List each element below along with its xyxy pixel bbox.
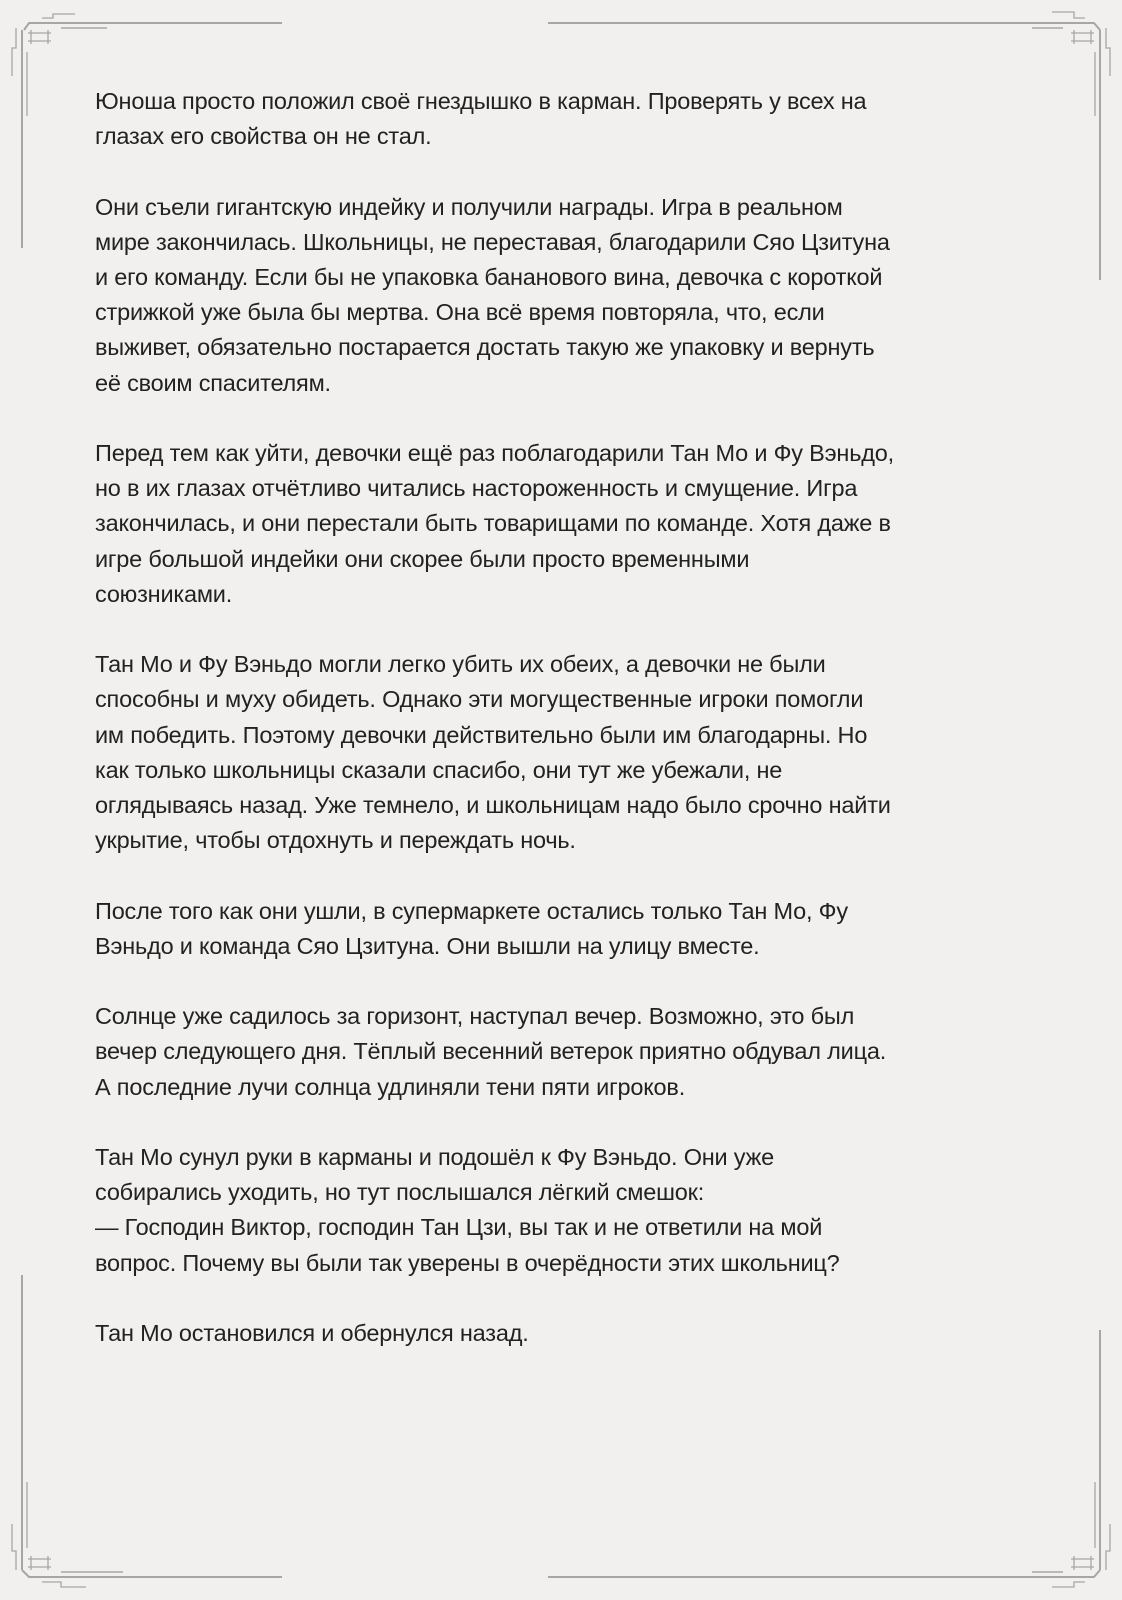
paragraph: Перед тем как уйти, девочки ещё раз поблагодарили Тан Мо и Фу Вэньдо, но в их глазах отчётливо читались настороженность и смущение. Игра закончилась, и они перестали быть товарищами по команде. Хотя даже в игре большой индейки они скорее были просто временными союзниками. — [95, 440, 894, 607]
paragraph: Тан Мо и Фу Вэньдо могли легко убить их обеих, а девочки не были способны и муху обидеть. Однако эти могущественные игроки помогли им победить. Поэтому девочки действительно были им благодарны. Но как только школьницы сказали спасибо, они тут же убежали, не оглядываясь назад. Уже темнело, и школьницам надо было срочно найти укрытие, чтобы отдохнуть и переждать ночь. — [95, 651, 891, 854]
corner-ornament-top-left — [28, 30, 51, 44]
paragraph: Солнце уже садилось за горизонт, наступал вечер. Возможно, это был вечер следующего дня. Тёплый весенний ветерок приятно обдувал лица. А последние лучи солнца удлиняли тени пяти игроков. — [95, 1003, 887, 1100]
paragraph: Тан Мо остановился и обернулся назад. — [95, 1320, 529, 1346]
corner-ornament-bottom-right — [1071, 1556, 1094, 1570]
paragraph: Они съели гигантскую индейку и получили награды. Игра в реальном мире закончилась. Школьницы, не переставая, благодарили Сяо Цзитуна и его команду. Если бы не упаковка бананового вина, девочка с короткой стрижкой уже была бы мертва. Она всё время повторяла, что, если выживет, обязательно постарается достать такую же упаковку и вернуть её своим спасителям. — [95, 193, 890, 396]
document-body — [95, 84, 1025, 1386]
top-border-left-segment — [24, 23, 282, 30]
paragraph: Юноша просто положил своё гнездышко в карман. Проверять у всех на глазах его свойства он не стал. — [95, 88, 867, 150]
bottom-border-right-segment — [548, 1570, 1100, 1577]
paragraph: Тан Мо сунул руки в карманы и подошёл к Фу Вэньдо. Они уже собирались уходить, но тут послышался лёгкий смешок: — Господин Виктор, господин Тан Цзи, вы так и не ответили на мой вопрос. Почему вы были так уверены в очерёдности этих школьниц? — [95, 1144, 840, 1276]
top-border-right-segment — [548, 23, 1100, 30]
corner-ornament-bottom-left — [28, 1556, 51, 1570]
paragraph: После того как они ушли, в супермаркете остались только Тан Мо, Фу Вэньдо и команда Сяо Цзитуна. Они вышли на улицу вместе. — [95, 897, 848, 959]
bottom-border-left-segment — [22, 1570, 282, 1577]
corner-ornament-top-right — [1071, 30, 1094, 44]
